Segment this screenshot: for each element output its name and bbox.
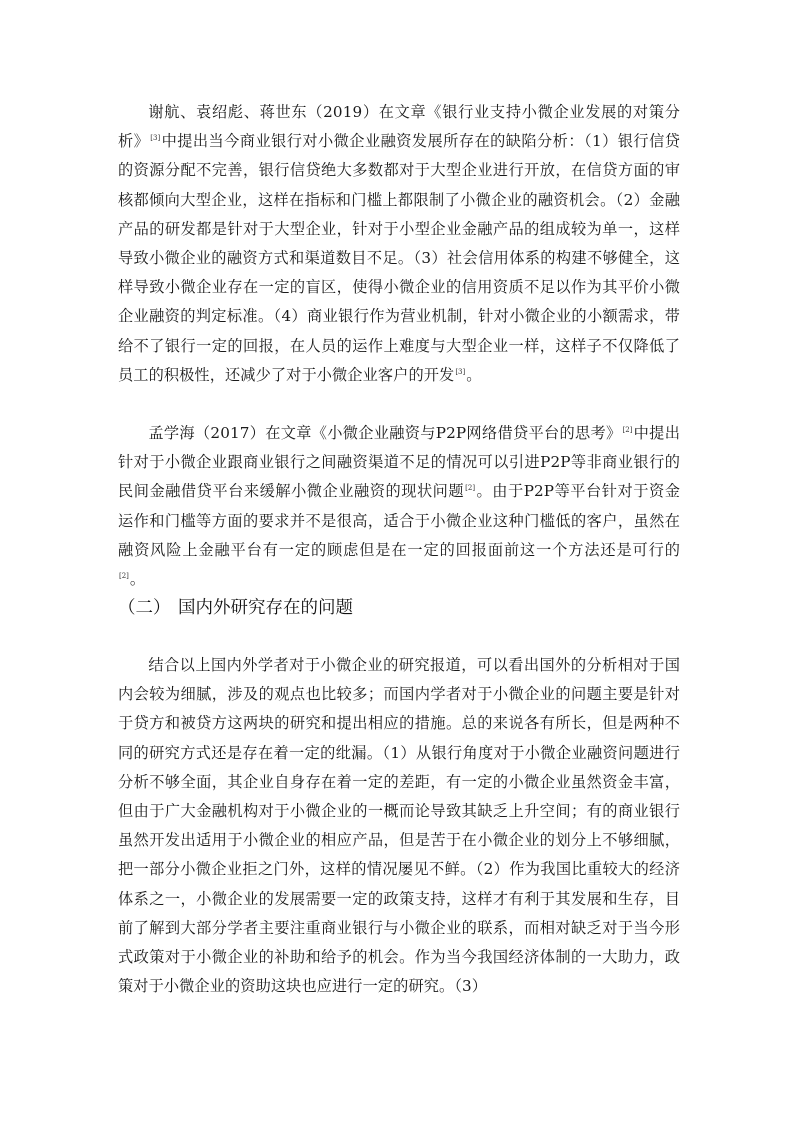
paragraph-text: 。由于P2P等平台针对于资金运作和门槛等方面的要求并不是很高，适合于小微企业这种门槛低的客户，虽然在融资风险上金融平台有一定的顾虑但是在一定的回报面前这一个方法还是可行的 — [118, 482, 680, 559]
paragraph-research-gaps — [118, 651, 680, 1001]
section-number: （二） — [118, 598, 171, 618]
citation-ref: [3] — [455, 367, 466, 376]
paragraph-text: 结合以上国内外学者对于小微企业的研究报道，可以看出国外的分析相对于国内会较为细腻，涉及的观点也比较多；而国内学者对于小微企业的问题主要是针对于贷方和被贷方这两块的研究和提出相应的措施。总的来说各有所长，但是两种不同的研究方式还是存在着一定的纰漏。（1）从银行角度对于小微企业融资问题进行分析不够全面，其企业自身存在着一定的差距，有一定的小微企业虽然资金丰富，但由于广大金融机构对于小微企业的一概而论导致其缺乏上升空间；有的商业银行虽然开发出适用于小微企业的相应产品，但是苦于在小微企业的划分上不够细腻，把一部分小微企业拒之门外，这样的情况屡见不鲜。（2）作为我国比重较大的经济体系之一，小微企业的发展需要一定的政策支持，这样才有利于其发展和生存，目前了解到大部分学者主要注重商业银行与小微企业的联系，而相对缺乏对于当今形式政策对于小微企业的补助和给予的机会。作为当今我国经济体制的一大助力，政策对于小微企业的资助这块也应进行一定的研究。（3） — [118, 656, 680, 996]
paragraph-text: 中提出当今商业银行对小微企业融资发展所存在的缺陷分析：（1）银行信贷的资源分配不完善，银行信贷绝大多数都对于大型企业进行开放，在信贷方面的审核都倾向大型企业，这样在指标和门槛上都限制了小微企业的融资机会。（2）金融产品的研发都是针对于大型企业，针对于小型企业金融产品的组成较为单一，这样导致小微企业的融资方式和渠道数目不足。（3）社会信用体系的构建不够健全，这样导致小微企业存在一定的盲区，使得小微企业的信用资质不足以作为其平价小微企业融资的判定标准。（4）商业银行作为营业机制，针对小微企业的小额需求，带给不了银行一定的回报，在人员的运作上难度与大型企业一样，这样子不仅降低了员工的积极性，还减少了对于小微企业客户的开发 — [118, 132, 680, 384]
paragraph-text: 孟学海（2017）在文章《小微企业融资与P2P网络借贷平台的思考》 — [148, 424, 622, 442]
paragraph-text: 。 — [466, 365, 482, 384]
paragraph-literature-review-2 — [118, 419, 680, 594]
paragraph-text: 中提出针对于小微企业跟商业银行之间融资渠道不足的情况可以引进P2P等非商业银行的民间金融借贷平台来缓解小微企业融资的现状问题 — [118, 424, 680, 501]
citation-ref: [3] — [150, 134, 161, 143]
section-title: 国内外研究存在的问题 — [178, 598, 353, 618]
section-heading — [118, 593, 353, 623]
citation-ref: [2] — [622, 426, 633, 434]
paragraph-text: 。 — [129, 570, 146, 589]
paragraph-text: 谢航、袁绍彪、蒋世东（2019）在文章《银行业支持小微企业发展的对策分析》 — [118, 103, 680, 151]
citation-ref: [2] — [119, 572, 129, 581]
citation-ref: [2] — [465, 484, 476, 493]
paragraph-literature-review-1 — [118, 98, 680, 390]
